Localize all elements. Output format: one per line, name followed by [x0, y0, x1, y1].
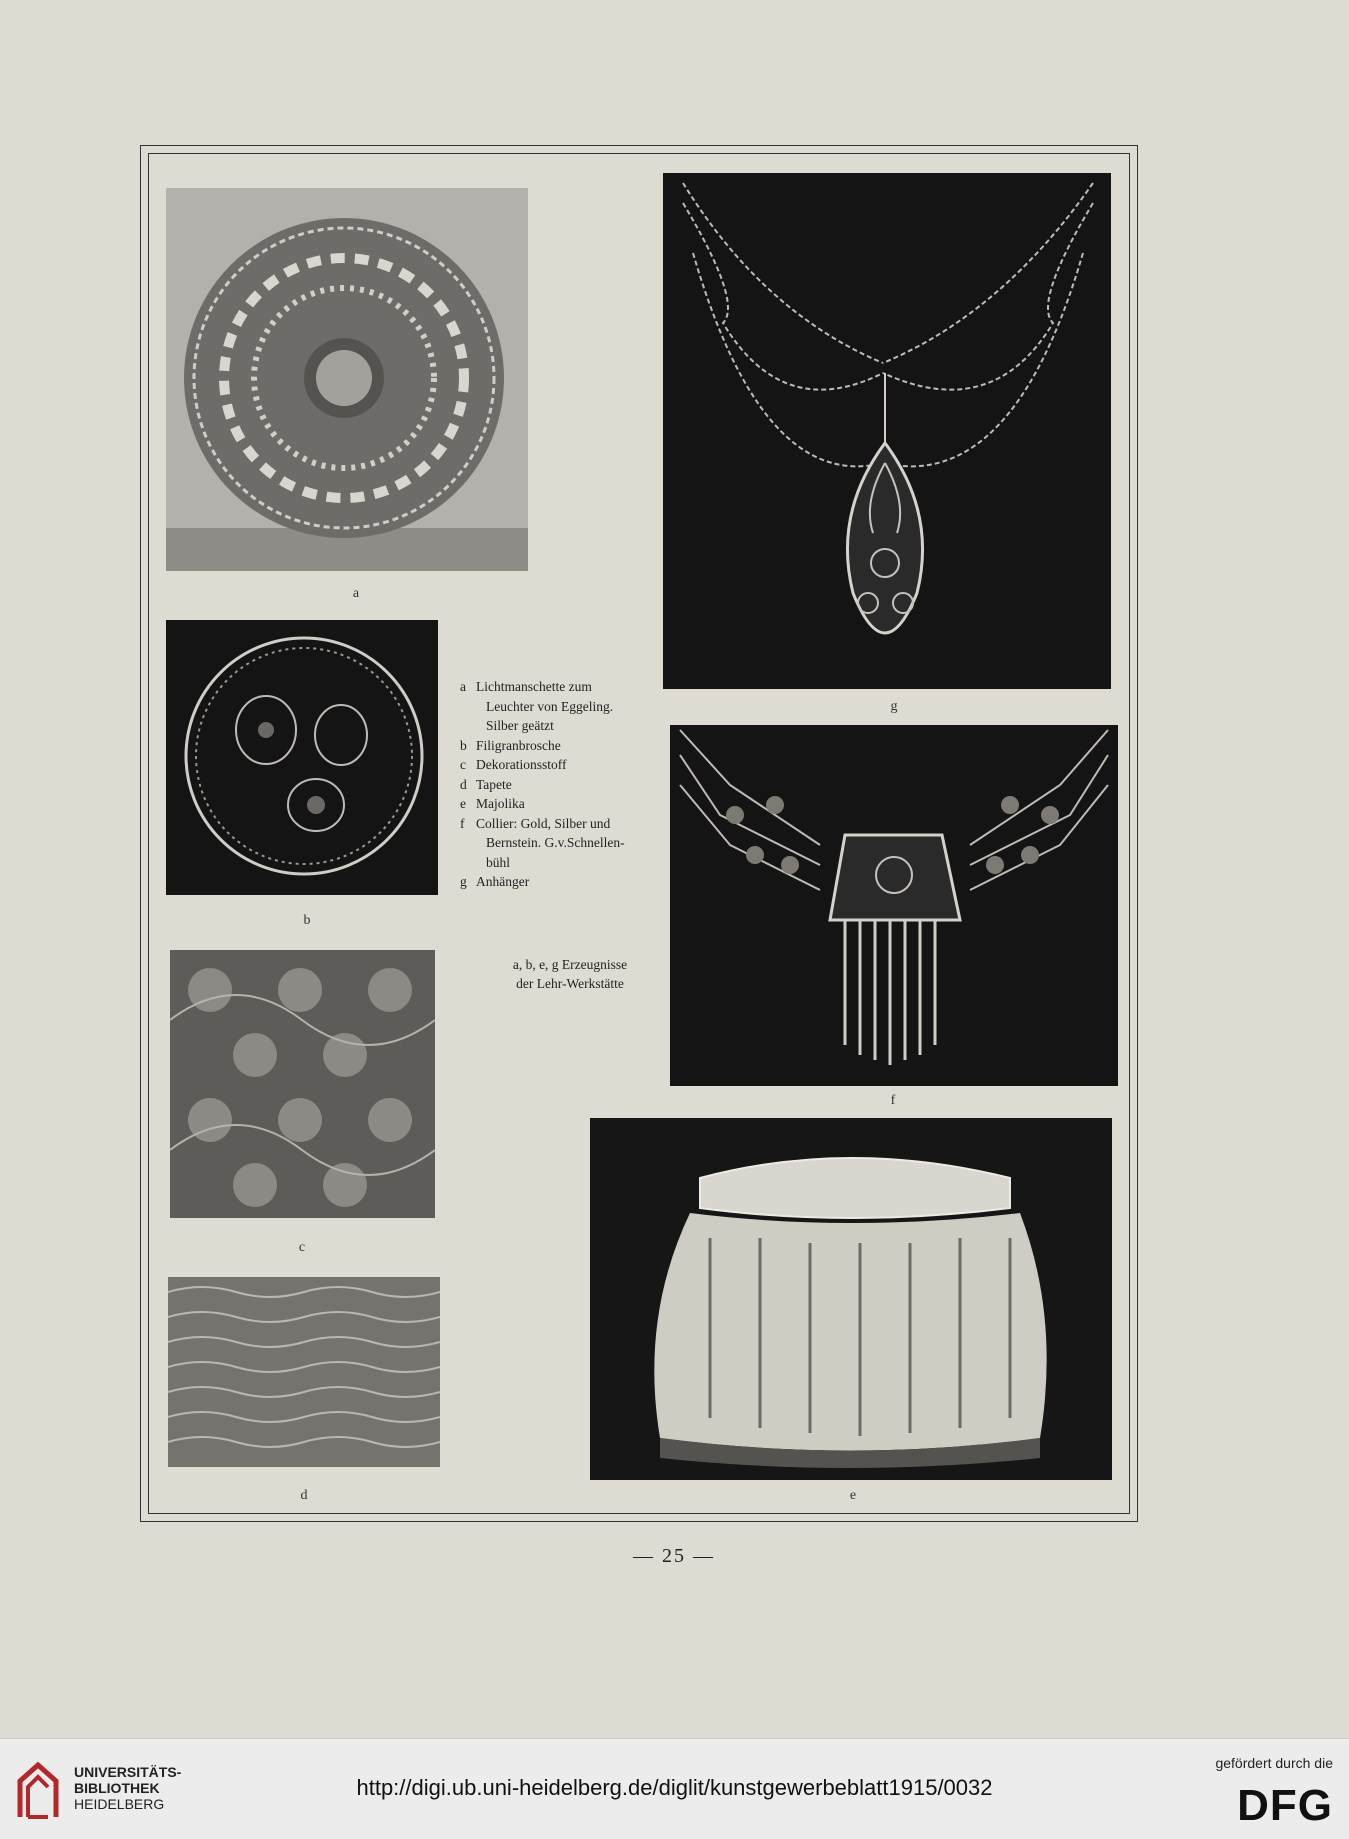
plate-b-image [166, 620, 438, 895]
plate-e-image [590, 1118, 1112, 1480]
dfg-logo[interactable]: DFG [1237, 1781, 1333, 1830]
plate-b-label: b [303, 913, 311, 928]
funded-by-text: gefördert durch die [1215, 1755, 1333, 1771]
plate-d-image [168, 1277, 440, 1467]
plate-e-label: e [849, 1488, 857, 1503]
workshop-note: a, b, e, g Erzeugnisse der Lehr-Werkstätte [512, 957, 628, 991]
permalink-url[interactable]: http://digi.ub.uni-heidelberg.de/diglit/kunstgewerbeblatt1915/0032 [356, 1775, 993, 1800]
legend-item-b: b Filigranbrosche [460, 737, 561, 753]
footer-bar [0, 1738, 1349, 1839]
caption-legend [460, 677, 660, 892]
legend-item-c: c Dekorationsstoff [460, 757, 567, 772]
plate-f-image [670, 725, 1118, 1086]
plate-f-label: f [890, 1093, 896, 1108]
plate-g-image [663, 173, 1111, 689]
legend-item-f: f Collier: Gold, Silber und Bernstein. G.v.Schnellen- bühl [460, 815, 625, 870]
plate-a-image [166, 188, 528, 571]
legend-item-a: a Lichtmanschette zum Leuchter von Eggeling. Silber geätzt [460, 679, 614, 733]
plate-a-label: a [352, 586, 360, 601]
plate-g-label: g [890, 699, 898, 714]
university-library-name: UNIVERSITÄTS- BIBLIOTHEK HEIDELBERG [74, 1764, 182, 1812]
legend-item-e: e Majolika [460, 796, 525, 811]
page-number: — 25 — [633, 1545, 715, 1567]
legend-item-g: g Anhänger [460, 874, 530, 889]
plate-c-image [170, 950, 435, 1218]
plate-d-label: d [300, 1488, 308, 1503]
legend-item-d: d Tapete [460, 776, 512, 792]
plate-c-label: c [298, 1240, 306, 1255]
